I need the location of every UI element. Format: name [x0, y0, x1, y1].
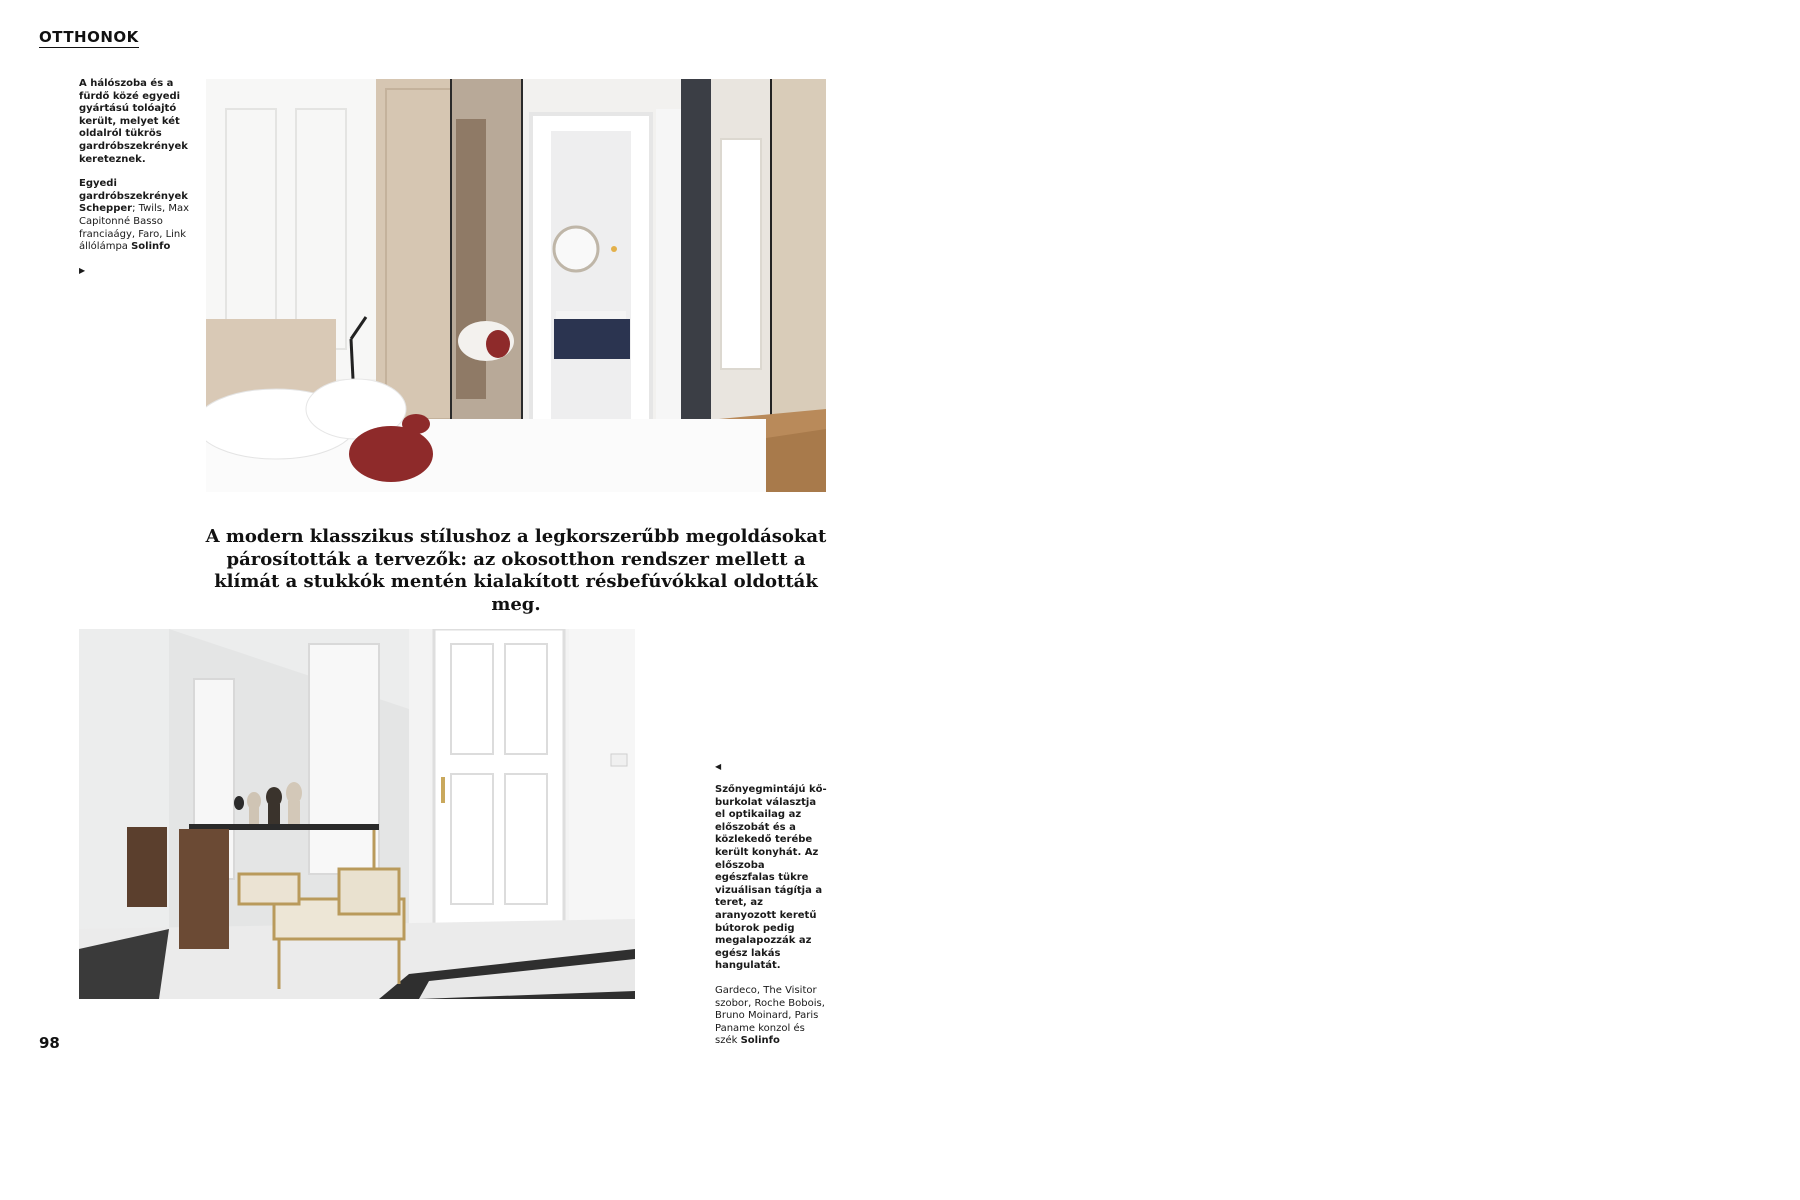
- caption-bedroom: [79, 78, 191, 288]
- section-label: OTTHONOK: [39, 28, 139, 46]
- caption-hallway: [715, 762, 827, 1060]
- hallway-photo: [79, 629, 635, 999]
- caption-bedroom-description: A hálószoba és a fürdő közé egyedi gyártású tolóajtó került, melyet két oldalról tükrös gardróbszekrények kereteznek.: [79, 78, 188, 165]
- caption-bedroom-credits: Egyedi gardróbszekrények Schepper; Twils, Max Capitonné Basso franciaágy, Faro, Link állólámpa Solinfo: [79, 178, 190, 253]
- bedroom-photo: [206, 79, 826, 492]
- arrow-right-icon: ▶: [79, 265, 86, 275]
- pull-quote: A modern klasszikus stílushoz a legkorszerűbb megoldásokat párosították a tervezők: az okosotthon rendszer mellett a klímát a stukkók mentén kialakított résbefúvókkal oldották meg.: [205, 526, 827, 615]
- caption-hallway-description: Szőnyegmintájú kőburkolat választja el optikailag az előszobát és a közlekedő terébe került konyhát. Az előszoba egészfalas tükre vizuálisan tágítja a teret, az aranyozott keretű bútorok pedig megalapozzák az egész lakás hangulatát.: [715, 784, 827, 972]
- caption-hallway-credits: Gardeco, The Visitor szobor, Roche Bobois, Bruno Moinard, Paris Paname konzol és szék Solinfo: [715, 984, 825, 1047]
- arrow-left-icon: ◀: [715, 762, 722, 771]
- page-number: 98: [39, 1034, 60, 1052]
